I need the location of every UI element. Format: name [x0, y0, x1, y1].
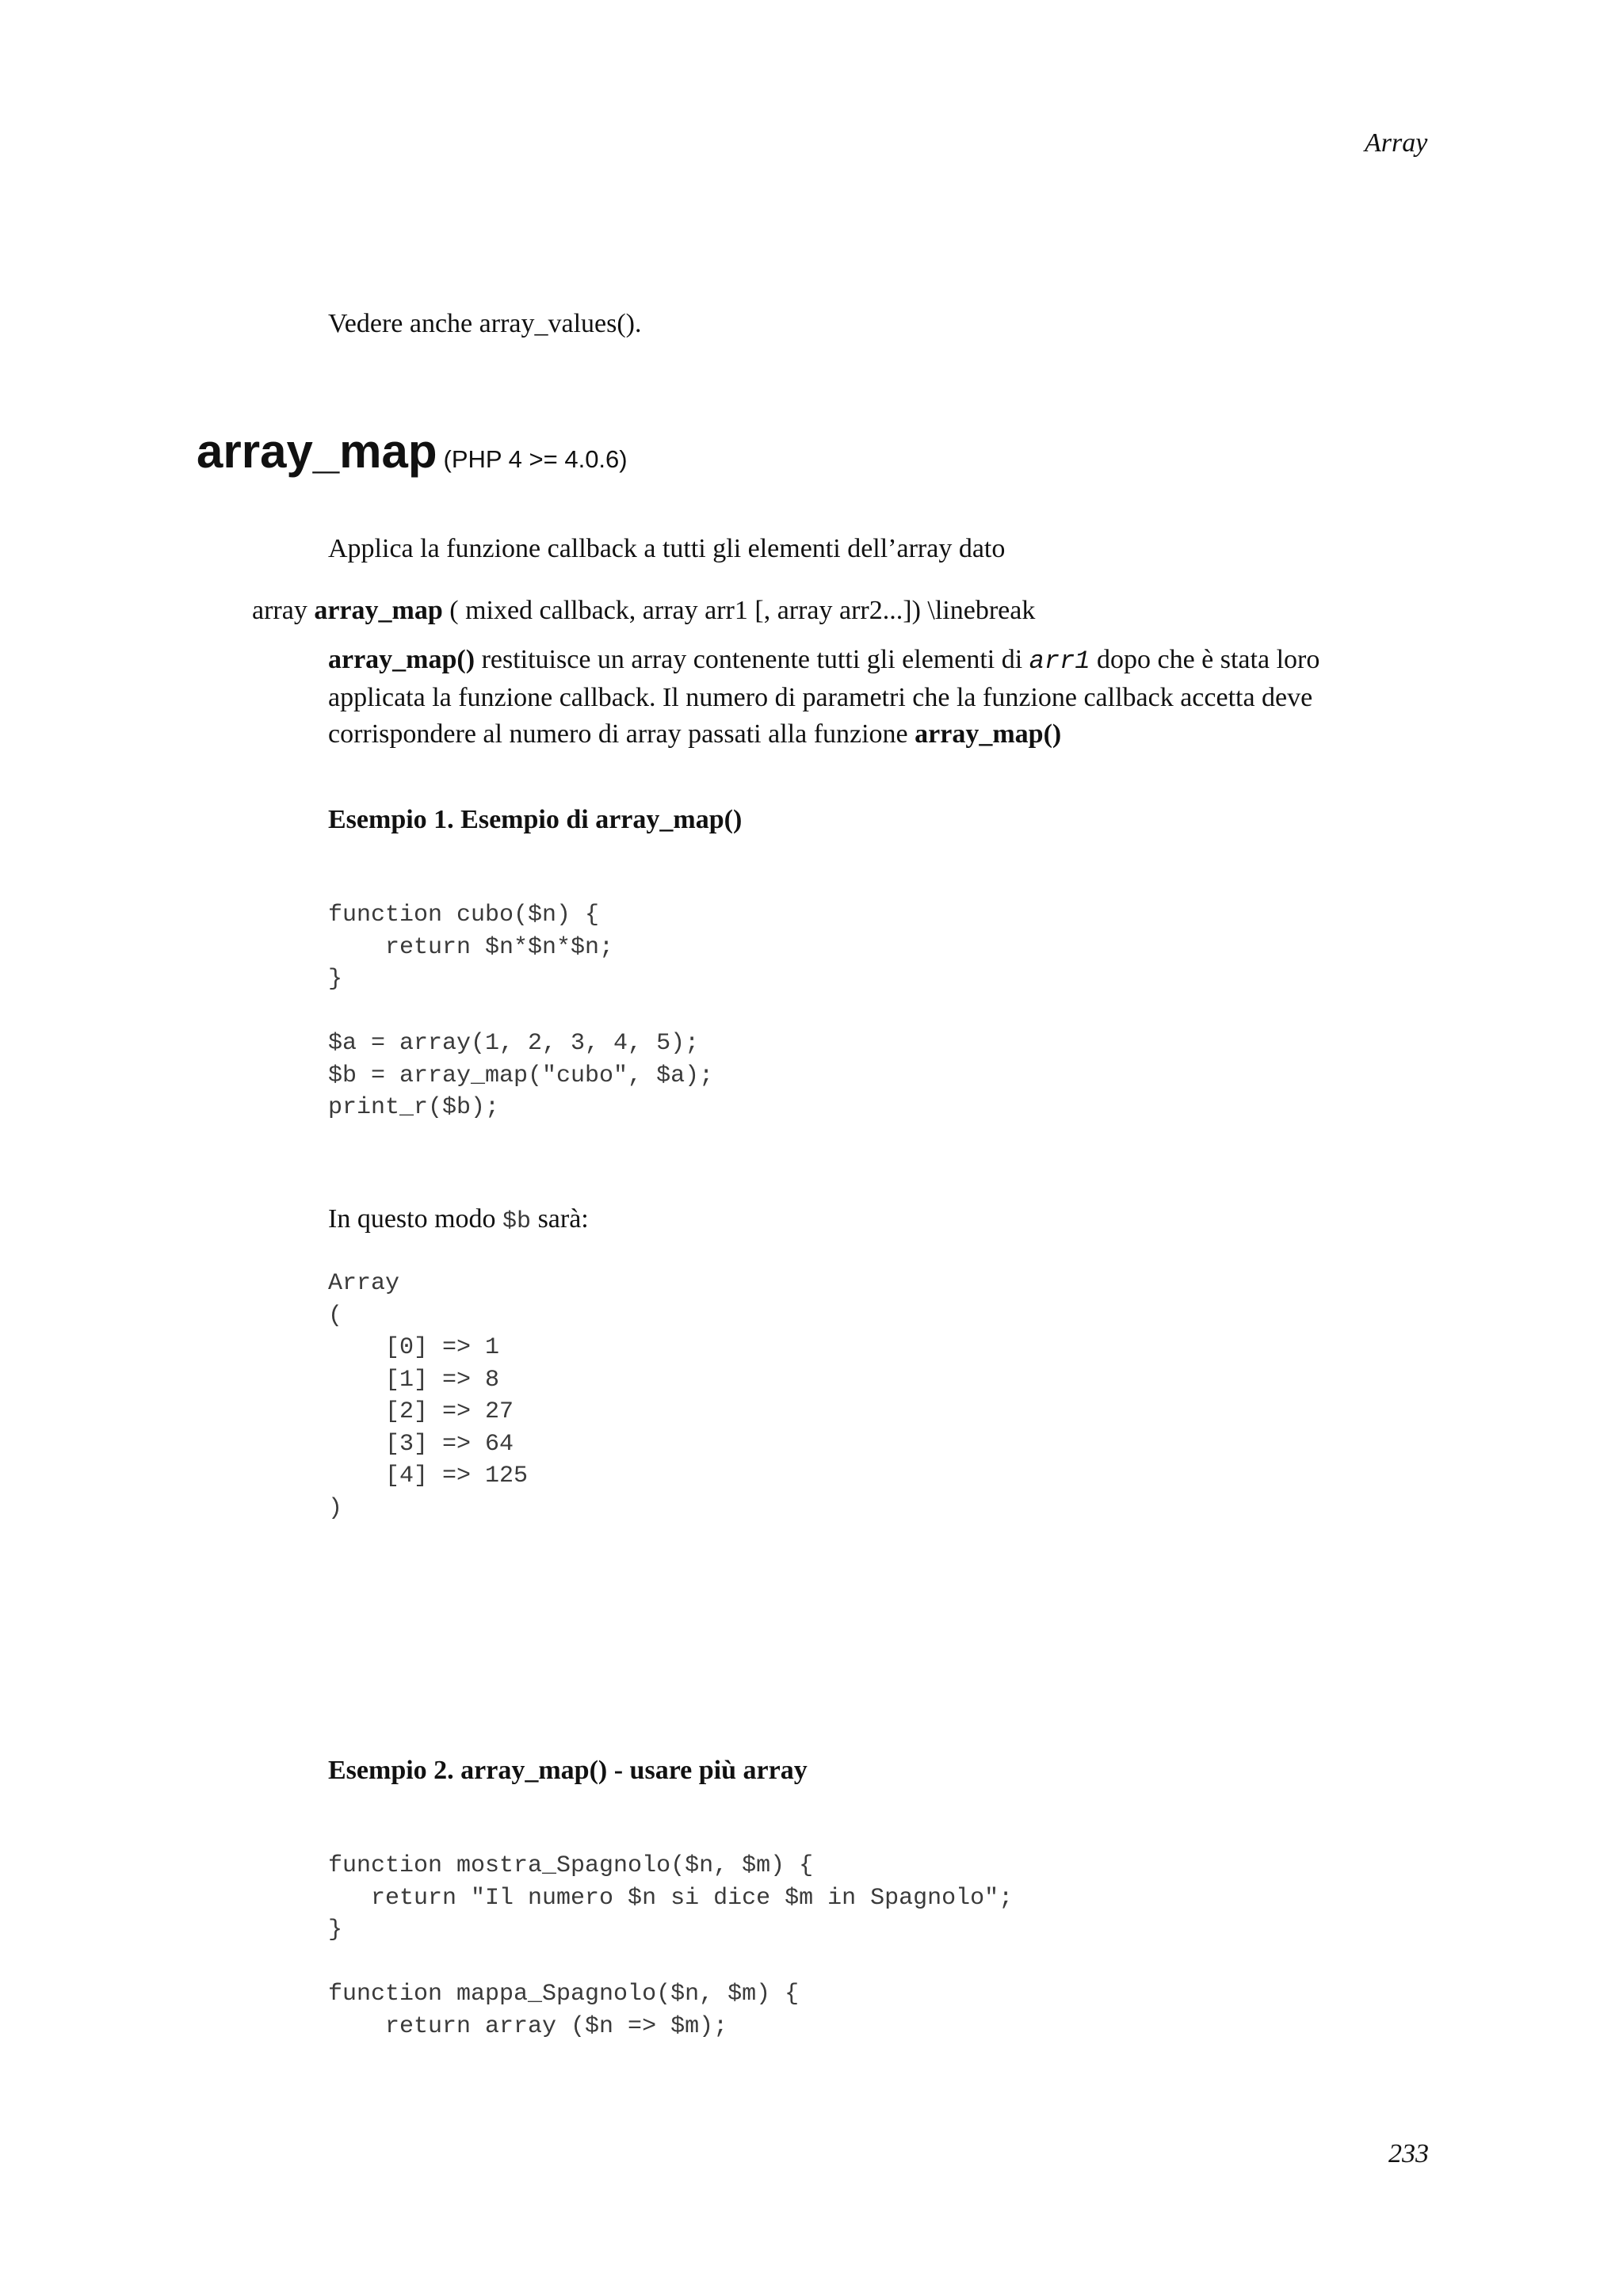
synopsis-return-type: array — [252, 596, 307, 625]
function-summary: Applica la funzione callback a tutti gli elementi dell’array dato — [328, 534, 1006, 563]
description-part-1: restituisce un array contenente tutti gli elementi di — [475, 645, 1029, 674]
result-variable: $b — [502, 1208, 532, 1235]
example-1-title: Esempio 1. Esempio di array_map() — [328, 805, 743, 834]
description-param: arr1 — [1029, 646, 1090, 676]
function-name: array_map — [197, 425, 437, 478]
result-intro-after: sarà: — [531, 1204, 589, 1234]
example-1-code: function cubo($n) { return $n*$n*$n; } $a = array(1, 2, 3, 4, 5); $b = array_map("cubo", $a); print_r($b); — [328, 902, 714, 1121]
function-description — [328, 642, 1374, 753]
page-number: 233 — [1388, 2139, 1429, 2168]
example-1-result-intro — [328, 1201, 589, 1240]
example-2-code: function mostra_Spagnolo($n, $m) { return "Il numero $n si dice $m in Spagnolo"; } function mappa_Spagnolo($n, $m) { return array ($n => $m); — [328, 1852, 1014, 2040]
description-part-2: dopo che è stata loro applicata la funzione callback. Il numero di parametri che la funzione callback accetta deve corrispondere al numero di array passati alla funzione — [328, 645, 1320, 749]
synopsis-function-name: array_map — [314, 596, 443, 625]
description-function-ref-end: array_map() — [915, 719, 1062, 749]
see-also-text: Vedere anche array_values(). — [328, 309, 642, 338]
synopsis-params: ( mixed callback, array arr1 [, array arr2...]) \linebreak — [449, 596, 1036, 625]
example-2-title: Esempio 2. array_map() - usare più array — [328, 1756, 808, 1785]
section-heading — [197, 424, 628, 479]
version-info: (PHP 4 >= 4.0.6) — [443, 445, 628, 473]
function-synopsis — [252, 593, 1035, 629]
running-header: Array — [1365, 128, 1428, 158]
example-1-output: Array ( [0] => 1 [1] => 8 [2] => 27 [3] => 64 [4] => 125 ) — [328, 1270, 529, 1522]
description-function-ref: array_map() — [328, 645, 475, 674]
result-intro-before: In questo modo — [328, 1204, 503, 1234]
